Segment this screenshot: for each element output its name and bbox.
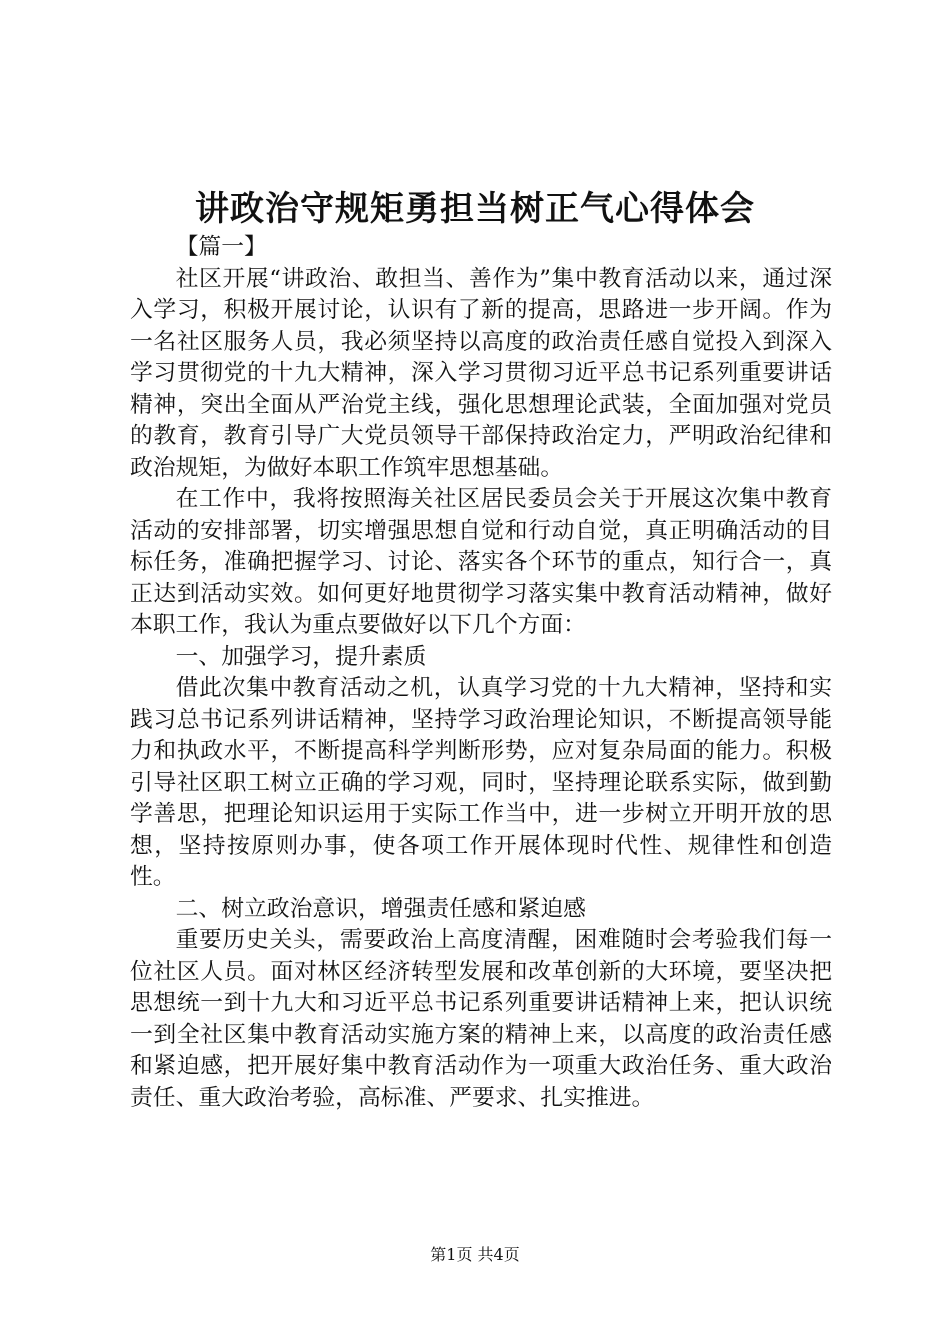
- document-title: 讲政治守规矩勇担当树正气心得体会: [195, 189, 755, 229]
- page-footer: 第1页 共4页: [430, 1245, 520, 1264]
- paragraph-political-awareness: 重要历史关头，需要政治上高度清醒，困难随时会考验我们每一位社区人员。面对林区经济转型发展和改革创新的大环境，要坚决把思想统一到十九大和习近平总书记系列重要讲话精神上来，把认识统一到全社区集中教育活动实施方案的精神上来，以高度的政治责任感和紧迫感，把开展好集中教育活动作为一项重大政治任务、重大政治责任、重大政治考验，高标准、严要求、扎实推进。: [130, 927, 832, 1111]
- paragraph-study: 借此次集中教育活动之机，认真学习党的十九大精神，坚持和实践习总书记系列讲话精神，坚持学习政治理论知识，不断提高领导能力和执政水平，不断提高科学判断形势，应对复杂局面的能力。积极引导社区职工树立正确的学习观，同时，坚持理论联系实际，做到勤学善思，把理论知识运用于实际工作当中，进一步树立开明开放的思想，坚持按原则办事，使各项工作开展体现时代性、规律性和创造性。: [130, 675, 832, 890]
- document-body: [130, 232, 832, 1114]
- paragraph-work-plan: 在工作中，我将按照海关社区居民委员会关于开展这次集中教育活动的安排部署，切实增强思想自觉和行动自觉，真正明确活动的目标任务，准确把握学习、讨论、落实各个环节的重点，知行合一，真正达到活动实效。如何更好地贯彻学习落实集中教育活动精神，做好本职工作，我认为重点要做好以下几个方面：: [130, 486, 832, 638]
- section-label: 【篇一】: [175, 234, 267, 260]
- heading-one: 一、加强学习，提升素质: [175, 643, 427, 670]
- heading-two: 二、树立政治意识，增强责任感和紧迫感: [175, 895, 586, 922]
- paragraph-intro: 社区开展“讲政治、敢担当、善作为”集中教育活动以来，通过深入学习，积极开展讨论，认识有了新的提高，思路进一步开阔。作为一名社区服务人员，我必须坚持以高度的政治责任感自觉投入到深入学习贯彻党的十九大精神，深入学习贯彻习近平总书记系列重要讲话精神，突出全面从严治党主线，强化思想理论武装，全面加强对党员的教育，教育引导广大党员领导干部保持政治定力，严明政治纪律和政治规矩，为做好本职工作筑牢思想基础。: [130, 265, 832, 481]
